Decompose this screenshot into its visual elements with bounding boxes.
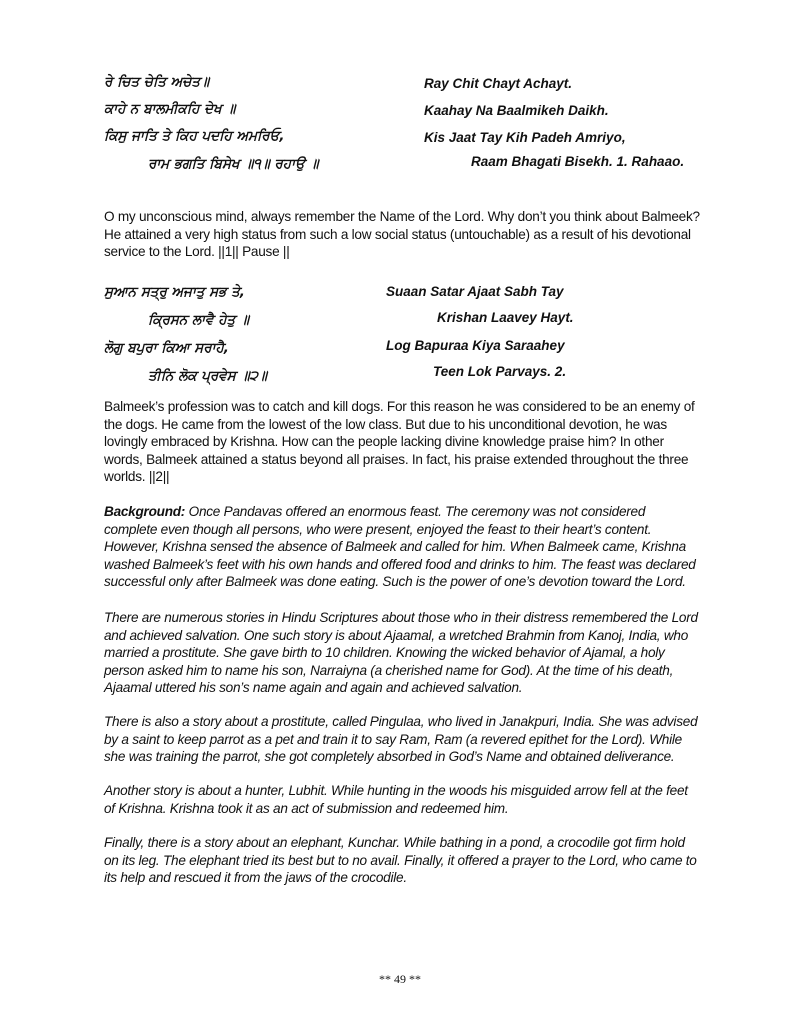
verse-line	[104, 128, 704, 154]
verse-2	[104, 284, 704, 394]
background-text: Once Pandavas offered an enormous feast. The ceremony was not considered complete even though all persons, who were present, enjoyed the feast to their heart’s content. However, Krishna sensed the absence of Balmeek and called for him. When Balmeek came, Krishna washed Balmeek’s feet with his own hands and offered food and drinks to him. The feast was declared successful only after Balmeek was done eating. Such is the power of one’s devotion toward the Lord.	[104, 504, 696, 590]
transliteration-text: Ray Chit Chayt Achayt.	[424, 76, 573, 91]
page-number: ** 49 **	[379, 972, 421, 986]
verse-line	[104, 156, 704, 182]
verse-line	[104, 101, 704, 127]
story-paragraph: There is also a story about a prostitute, called Pingulaa, who lived in Janakpuri, India. She was advised by a saint to keep parrot as a pet and train it to say Ram, Ram (a revered epithet for the Lord). While she was training the parrot, she got completely absorbed in God’s Name and obtained deliverance.	[104, 714, 698, 765]
verse-2-meaning: Balmeek’s profession was to catch and kill dogs. For this reason he was considered to be an enemy of the dogs. He came from the lowest of the low class. But due to his unconditional devotion, he was lovingly embraced by Krishna. How can the people lacking divine knowledge praise him? In other words, Balmeek attained a status beyond all praises. In fact, his praise extended throughout the three worlds. ||2||	[104, 399, 695, 485]
story-paragraph: There are numerous stories in Hindu Scriptures about those who in their distress remembered the Lord and achieved salvation. One such story is about Ajaamal, a wretched Brahmin from Kanoj, India, who married a prostitute. She gave birth to 10 children. Knowing the wicked behavior of Ajamal, a holy person asked him to name his son, Narraiyna (a cherished name for God). At the time of his death, Ajaamal uttered his son’s name again and again and achieved salvation.	[104, 610, 698, 696]
verse-line	[104, 340, 704, 366]
transliteration-text: Kis Jaat Tay Kih Padeh Amriyo,	[424, 130, 626, 145]
background-label: Background:	[104, 504, 186, 519]
transliteration-text: Raam Bhagati Bisekh. 1. Rahaao.	[471, 154, 685, 169]
transliteration-text: Suaan Satar Ajaat Sabh Tay	[386, 284, 564, 299]
gurmukhi-text: ਤੀਨਿ ਲੋਕ ਪ੍ਰਵੇਸ ॥੨॥	[148, 368, 268, 384]
gurmukhi-text: ਕ੍ਰਿਸਨ ਲਾਵੈ ਹੇਤੁ ॥	[148, 312, 249, 328]
gurmukhi-text: ਰਾਮ ਭਗਤਿ ਬਿਸੇਖ ॥੧॥ ਰਹਾਉ ॥	[148, 156, 319, 172]
transliteration-text: Kaahay Na Baalmikeh Daikh.	[424, 103, 609, 118]
verse-1	[104, 74, 704, 184]
gurmukhi-text: ਰੇ ਚਿਤ ਚੇਤਿ ਅਚੇਤ॥	[104, 74, 210, 90]
transliteration-text: Teen Lok Parvays. 2.	[433, 364, 567, 379]
transliteration-text: Log Bapuraa Kiya Saraahey	[386, 338, 565, 353]
story-paragraph: Another story is about a hunter, Lubhit. While hunting in the woods his misguided arrow fell at the feet of Krishna. Krishna took it as an act of submission and redeemed him.	[104, 783, 688, 816]
story-paragraph: Finally, there is a story about an elephant, Kunchar. While bathing in a pond, a crocodile got firm hold on its leg. The elephant tried its best but to no avail. Finally, it offered a prayer to the Lord, who came to its help and rescued it from the jaws of the crocodile.	[104, 835, 697, 886]
verse-line	[104, 364, 704, 394]
verse-1-meaning: O my unconscious mind, always remember the Name of the Lord. Why don’t you think about Balmeek? He attained a very high status from such a low social status (untouchable) as a result of his devotional service to the Lord. ||1|| Pause ||	[104, 209, 700, 260]
gurmukhi-text: ਲੋਗੁ ਬਪੁਰਾ ਕਿਆ ਸਰਾਹੈ,	[104, 340, 229, 356]
transliteration-text: Krishan Laavey Hayt.	[437, 310, 574, 325]
gurmukhi-text: ਕਿਸੁ ਜਾਤਿ ਤੇ ਕਿਹ ਪਦਹਿ ਅਮਰਿਓ,	[104, 128, 285, 144]
background-paragraph	[104, 503, 700, 591]
verse-line	[104, 312, 704, 338]
verse-line	[104, 284, 704, 310]
gurmukhi-text: ਕਾਹੇ ਨ ਬਾਲਮੀਕਹਿ ਦੇਖ ॥	[104, 101, 236, 117]
gurmukhi-text: ਸੁਆਨ ਸਤ੍ਰੁ ਅਜਾਤੁ ਸਭ ਤੇ,	[104, 284, 245, 300]
verse-line	[104, 74, 704, 100]
